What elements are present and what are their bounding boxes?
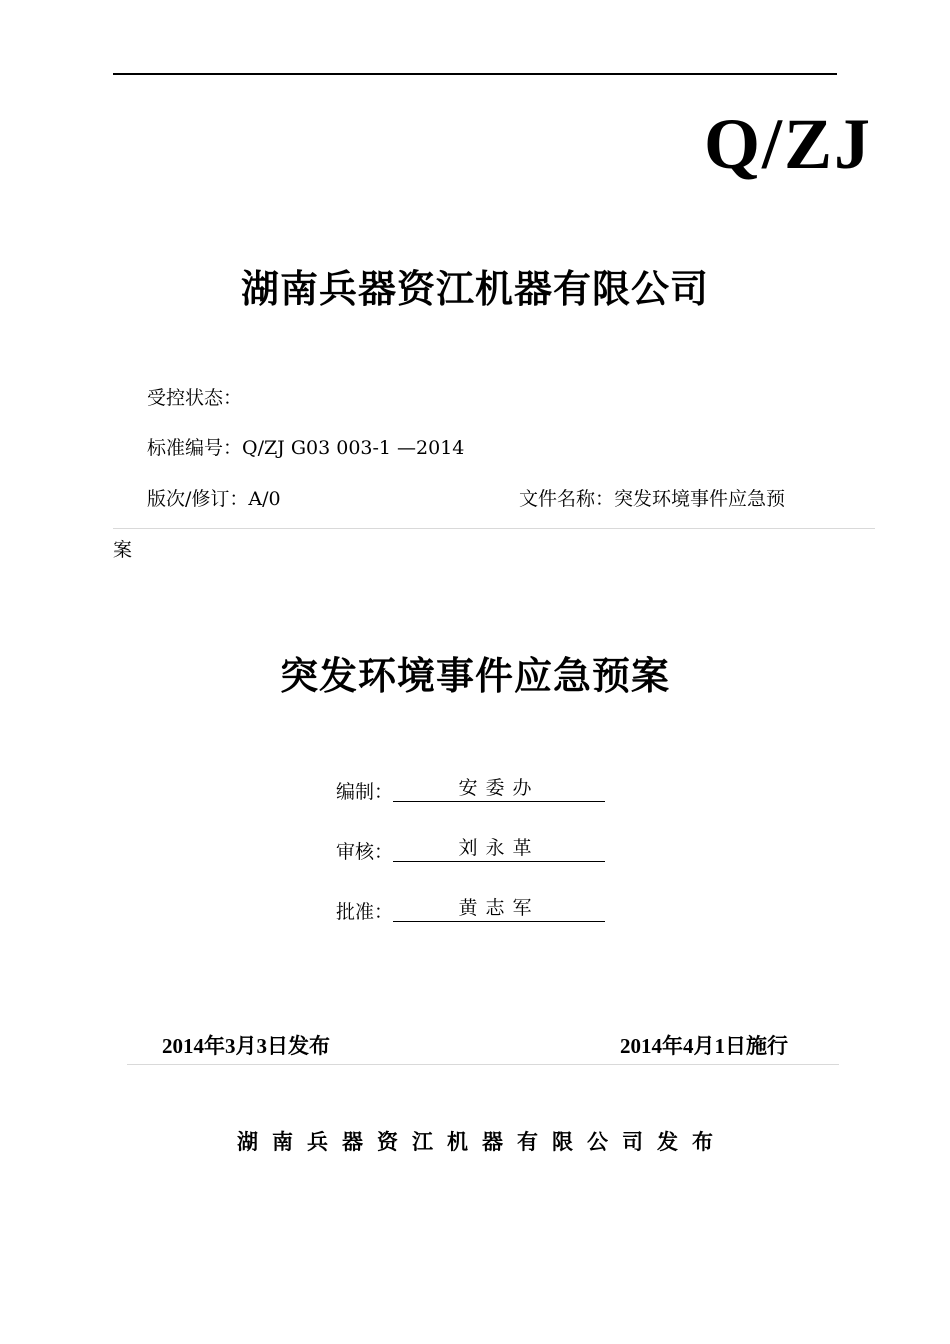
standard-number: 标准编号：Q/ZJ G03 003-1 —2014 <box>147 437 465 459</box>
top-rule <box>113 73 837 75</box>
signature-value: 刘永革 <box>393 839 605 862</box>
signature-value: 安委办 <box>393 779 605 802</box>
publisher: 湖南兵器资江机器有限公司发布 <box>237 1129 727 1154</box>
company-title: 湖南兵器资江机器有限公司 <box>240 266 709 311</box>
date-divider <box>127 1064 839 1065</box>
control-status: 受控状态： <box>147 387 243 409</box>
signature-row-approved <box>336 899 605 922</box>
effective-date: 2014年4月1日施行 <box>620 1034 788 1058</box>
standard-mark: Q/ZJ <box>703 104 872 184</box>
meta-divider <box>113 528 875 529</box>
signature-row-compiled <box>336 779 605 802</box>
issue-date: 2014年3月3日发布 <box>162 1034 330 1058</box>
signature-value: 黄志军 <box>393 899 605 922</box>
document-title: 突发环境事件应急预案 <box>279 653 670 698</box>
signature-label: 审核： <box>336 841 394 863</box>
revision: 版次/修订：A/0 <box>147 488 281 510</box>
file-name: 文件名称：突发环境事件应急预 <box>519 488 786 510</box>
signature-label: 编制： <box>336 781 394 803</box>
file-name-wrap: 案 <box>113 539 133 561</box>
signature-label: 批准： <box>336 901 394 923</box>
signature-row-reviewed <box>336 839 605 862</box>
